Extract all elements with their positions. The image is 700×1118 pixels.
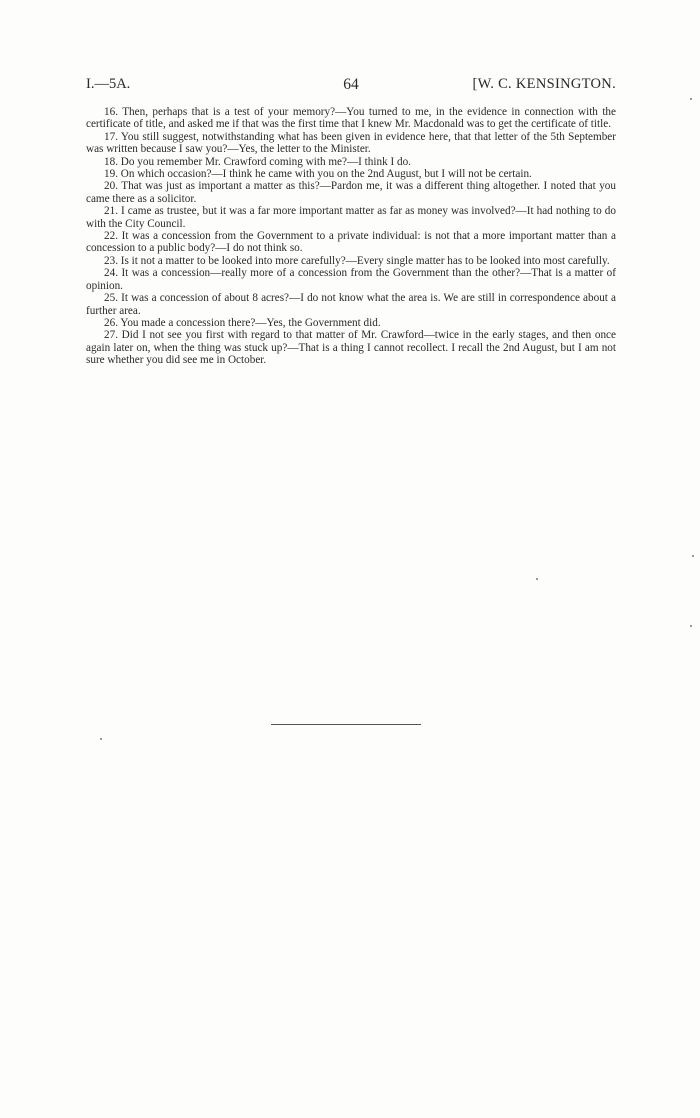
- page-number: 64: [343, 76, 359, 93]
- paragraph-21: 21. I came as trustee, but it was a far more important matter as far as money was involved?—It had nothing to do with the City Council.: [86, 205, 616, 230]
- document-reference: I.—5A.: [86, 76, 131, 92]
- page-header: [86, 76, 616, 96]
- paragraph-20: 20. That was just as important a matter as this?—Pardon me, it was a different thing altogether. I noted that you came there as a solicitor.: [86, 180, 616, 205]
- testimony-text: [86, 106, 616, 367]
- paragraph-19: 19. On which occasion?—I think he came with you on the 2nd August, but I will not be certain.: [104, 168, 532, 181]
- paragraph-16: 16. Then, perhaps that is a test of your memory?—You turned to me, in the evidence in connection with the certificate of title, and asked me if that was the first time that I knew Mr. Macdonald was to get the certificate of title.: [86, 106, 616, 131]
- paragraph-27: 27. Did I not see you first with regard to that matter of Mr. Crawford—twice in the early stages, and then once again later on, when the thing was stuck up?—That is a thing I cannot recollect. I recall the 2nd August, but I am not sure whether you did see me in October.: [86, 329, 616, 367]
- paragraph-23: 23. Is it not a matter to be looked into more carefully?—Every single matter has to be looked into most carefully.: [104, 254, 610, 267]
- paragraph-26: 26. You made a concession there?—Yes, the Government did.: [104, 316, 381, 329]
- scan-speck: [692, 555, 694, 557]
- section-divider: [271, 724, 421, 725]
- paragraph-17: 17. You still suggest, notwithstanding what has been given in evidence here, that that letter of the 5th September was written because I saw you?—Yes, the letter to the Minister.: [86, 130, 616, 156]
- paragraph-25: 25. It was a concession of about 8 acres?—I do not know what the area is. We are still in correspondence about a further area.: [86, 292, 616, 317]
- scan-speck: [100, 738, 102, 740]
- paragraph-24: 24. It was a concession—really more of a concession from the Government than the other?—That is a matter of opinion.: [86, 267, 616, 292]
- scan-speck: [536, 578, 538, 580]
- scan-speck: [690, 98, 692, 100]
- witness-name: [W. C. KENSINGTON.: [472, 76, 616, 92]
- scan-speck: [690, 625, 692, 627]
- paragraph-18: 18. Do you remember Mr. Crawford coming with me?—I think I do.: [104, 155, 411, 168]
- paragraph-22: 22. It was a concession from the Government to a private individual: is not that a more important matter than a concession to a public body?—I do not think so.: [86, 230, 616, 255]
